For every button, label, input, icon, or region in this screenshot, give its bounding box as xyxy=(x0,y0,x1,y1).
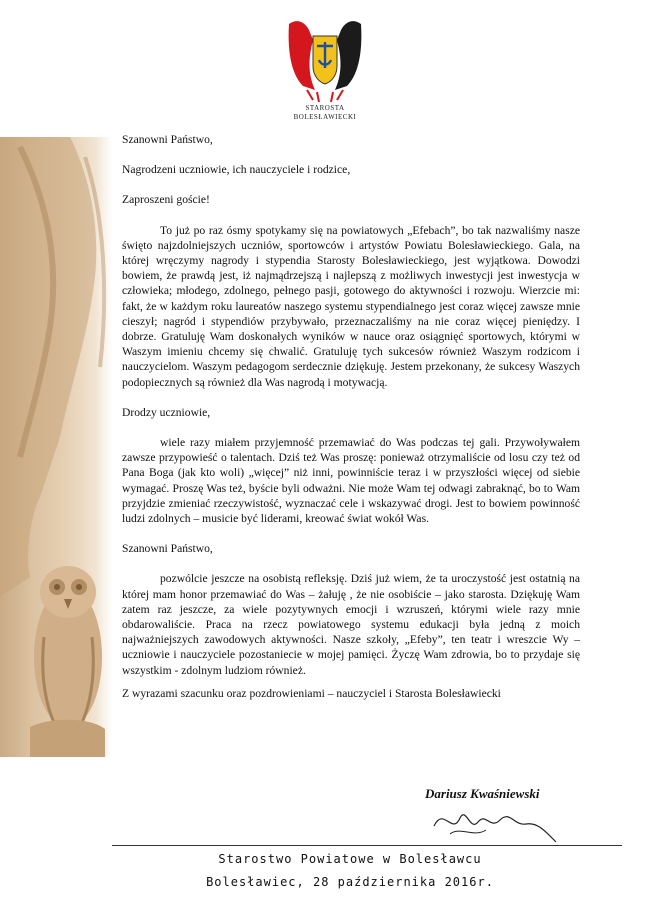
salutation-students: Drodzy uczniowie, xyxy=(122,405,211,419)
salutation-ladies-gentlemen-2: Szanowni Państwo, xyxy=(122,542,213,556)
eagle-crest-icon xyxy=(283,16,367,102)
paragraph-reflection: pozwólcie jeszcze na osobistą refleksję. Dziś już wiem, że ta uroczystość jest ostatnią na której mam honor przemawiać do Was – żałuję , że nie osobiście – jako starosta. Dziękuję Wam zatem raz jeszcze, za wiele pozytywnych emocji i wzruszeń, którymi wiele razy mnie obdarowaliście. Praca na rzecz powiatowego systemu edukacji była jedną z moich najważniejszych zawodowych aktywności. Nasze szkoły, „Efeby”, ten teatr i wreszcie Wy – uczniowie i nauczyciele pozostaniecie w mojej pamięci. Życzę Wam zdrowia, bo to przydaje się wszystkim - zdolnym ludziom również. xyxy=(122,572,580,677)
owl-carving-icon xyxy=(0,137,112,757)
footer-office: Starostwo Powiatowe w Bolesławcu xyxy=(218,852,482,866)
paragraph-gala: To już po raz ósmy spotykamy się na powiatowych „Efebach”, bo tak nazwaliśmy nasze święto najzdolniejszych uczniów, sportowców i artystów Powiatu Bolesławieckiego. Gala, na której wręczymy nagrody i stypendia Starosty Bolesławieckiego, jest wyjątkowa. Dowodzi bowiem, że prawdą jest, iż najmądrzejszą i najlepszą z możliwych inwestycji jest inwestycja w człowieka; młodego, zdolnego, pełnego pasji, gotowego do aktywności i rozwoju. Wierzcie mi: fakt, że w każdym roku laureatów naszego systemu stypendialnego jest coraz więcej zawsze mnie cieszył; nagród i stypendiów przybywało, przeznaczaliśmy na nie coraz więcej pieniędzy. I dobrze. Gratuluję Wam doskonałych wyników w nauce oraz osiągnięć sportowych, którymi w Waszym imieniu chcemy się chwalić. Gratuluję tych sukcesów również Waszym rodzicom i nauczycielom. Waszym pedagogom serdecznie dziękuję. Jestem przekonany, że sukcesy Waszych podopiecznych są również dla Was nagrodą i motywacją. xyxy=(122,223,580,389)
salutation-ladies-gentlemen: Szanowni Państwo, xyxy=(122,133,213,146)
crest-caption-title: STAROSTA xyxy=(305,104,345,112)
crest-caption-office: BOLESŁAWIECKI xyxy=(293,113,357,121)
sandstone-owl-image xyxy=(0,137,112,757)
signature-name: Dariusz Kwaśniewski xyxy=(425,786,540,801)
paragraph-talents: wiele razy miałem przyjemność przemawiać do Was podczas tej gali. Przywoływałem zawsze przypowieść o talentach. Dziś też Was proszę: ponieważ otrzymaliście od losu czy też od Pana Boga (jak kto woli) „więcej” niż inni, powinniście teraz i w przyszłości więcej od siebie wymagać. Proszę Was też, byście byli odważni. Nie może Wam tej odwagi zabraknąć, bo to Wam przyjdzie zmieniać rzeczywistość, wyznaczać cele i wskazywać drogi. Jest to bowiem powinność ludzi zdolnych – musicie być liderami, kreować świat wokół Was. xyxy=(122,436,580,526)
footer-divider xyxy=(112,845,622,846)
signature-scribble-icon xyxy=(430,796,560,846)
footer-place-date: Bolesławiec, 28 października 2016r. xyxy=(206,875,494,889)
closing-line: Z wyrazami szacunku oraz pozdrowieniami – nauczyciel i Starosta Bolesławiecki xyxy=(122,686,501,700)
letter-body xyxy=(122,132,580,701)
salutation-laureates: Nagrodzeni uczniowie, ich nauczyciele i rodzice, xyxy=(122,163,351,177)
salutation-guests: Zaproszeni goście! xyxy=(122,193,210,207)
